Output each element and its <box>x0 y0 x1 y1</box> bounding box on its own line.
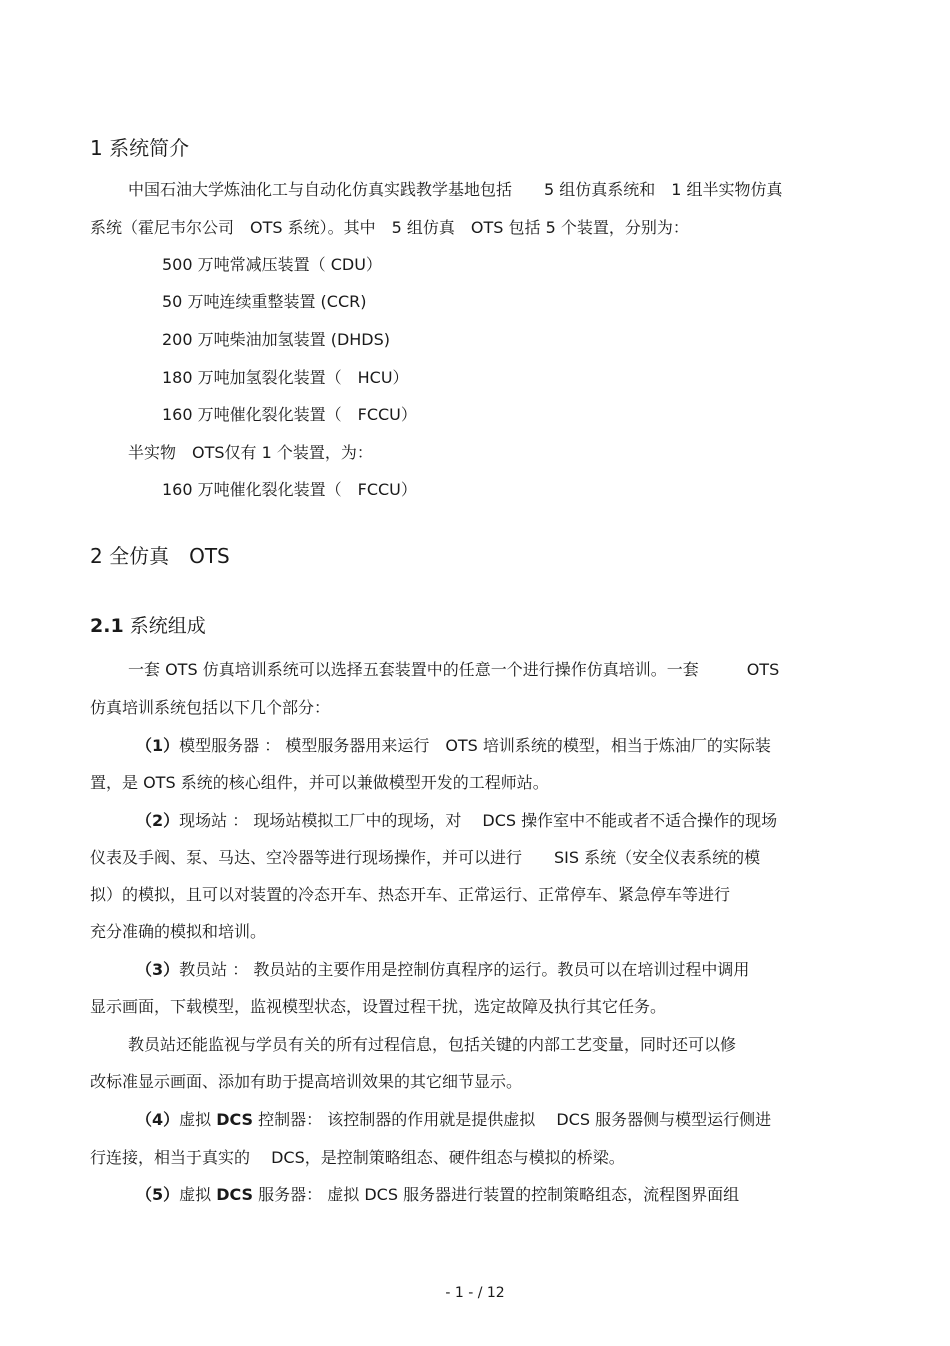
item-2-line-1 <box>136 811 777 831</box>
item-1-line-1 <box>136 736 771 756</box>
para-1-line-1: 一套 OTS 仿真培训系统可以选择五套装置中的任意一个进行操作仿真培训。一套 OTS <box>128 660 780 679</box>
item-3-text: 教员站 ： 教员站的主要作用是控制仿真程序的运行。教员可以在培训过程中调用 <box>179 960 750 979</box>
item-3-line-3: 教员站还能监视与学员有关的所有过程信息，包括关键的内部工艺变量，同时还可以修 <box>128 1035 737 1054</box>
intro-line-2: 系统（霍尼韦尔公司 OTS 系统）。其中 5 组仿真 OTS 包括 5 个装置，分别为： <box>90 218 689 237</box>
item-2-text: 现场站 ： 现场站模拟工厂中的现场，对 DCS 操作室中不能或者不适合操作的现场 <box>179 811 778 830</box>
section-1-heading: 1 系统简介 <box>90 136 190 160</box>
para-1-line-2: 仿真培训系统包括以下几个部分： <box>90 698 331 717</box>
unit-item: 160 万吨催化裂化装置（ FCCU） <box>162 405 417 424</box>
item-5-prefix: 虚拟 <box>179 1185 217 1204</box>
item-4-line-2: 行连接，相当于真实的 DCS，是控制策略组态、硬件组态与模拟的桥梁。 <box>90 1148 625 1167</box>
semi-ots-unit: 160 万吨催化裂化装置（ FCCU） <box>162 480 417 499</box>
intro-line-1: 中国石油大学炼油化工与自动化仿真实践教学基地包括 5 组仿真系统和 1 组半实物仿真 <box>128 180 783 199</box>
item-3-line-2: 显示画面，下载模型，监视模型状态，设置过程干扰，选定故障及执行其它任务。 <box>90 997 667 1016</box>
item-4-bold: DCS <box>216 1110 254 1129</box>
section-2-heading: 2 全仿真 OTS <box>90 544 230 568</box>
semi-ots-intro: 半实物 OTS仅有 1 个装置，为： <box>128 443 373 462</box>
unit-item: 180 万吨加氢裂化装置（ HCU） <box>162 368 409 387</box>
item-3-number: （3） <box>136 960 180 979</box>
item-2-line-2: 仪表及手阀、泵、马达、空冷器等进行现场操作，并可以进行 SIS 系统（安全仪表系统的模 <box>90 848 761 867</box>
item-4-prefix: 虚拟 <box>179 1110 217 1129</box>
item-2-line-4: 充分准确的模拟和培训。 <box>90 922 267 941</box>
item-5-number: （5） <box>136 1185 180 1204</box>
page-number: - 1 - / 12 <box>445 1285 505 1301</box>
item-3-line-4: 改标准显示画面、添加有助于提高培训效果的其它细节显示。 <box>90 1072 523 1091</box>
section-2-1-title: 系统组成 <box>123 615 206 637</box>
item-5-bold: DCS <box>216 1185 254 1204</box>
unit-item: 200 万吨柴油加氢装置 (DHDS) <box>162 330 391 349</box>
unit-item: 500 万吨常减压装置（ CDU） <box>162 255 382 274</box>
item-5-line-1 <box>136 1185 739 1205</box>
item-1-text: 模型服务器 ： 模型服务器用来运行 OTS 培训系统的模型，相当于炼油厂的实际装 <box>179 736 771 755</box>
section-2-1-heading <box>90 611 206 638</box>
item-4-number: （4） <box>136 1110 180 1129</box>
item-1-number: （1） <box>136 736 180 755</box>
item-5-text: 服务器： 虚拟 DCS 服务器进行装置的控制策略组态，流程图界面组 <box>253 1185 740 1204</box>
item-3-line-1 <box>136 960 749 980</box>
item-2-line-3: 拟）的模拟，且可以对装置的冷态开车、热态开车、正常运行、正常停车、紧急停车等进行 <box>90 885 731 904</box>
item-4-line-1 <box>136 1110 771 1130</box>
item-1-line-2: 置，是 OTS 系统的核心组件，并可以兼做模型开发的工程师站。 <box>90 773 549 792</box>
section-2-1-number: 2.1 <box>90 615 124 637</box>
item-4-text: 控制器： 该控制器的作用就是提供虚拟 DCS 服务器侧与模型运行侧进 <box>253 1110 772 1129</box>
unit-item: 50 万吨连续重整装置 (CCR) <box>162 292 367 311</box>
item-2-number: （2） <box>136 811 180 830</box>
